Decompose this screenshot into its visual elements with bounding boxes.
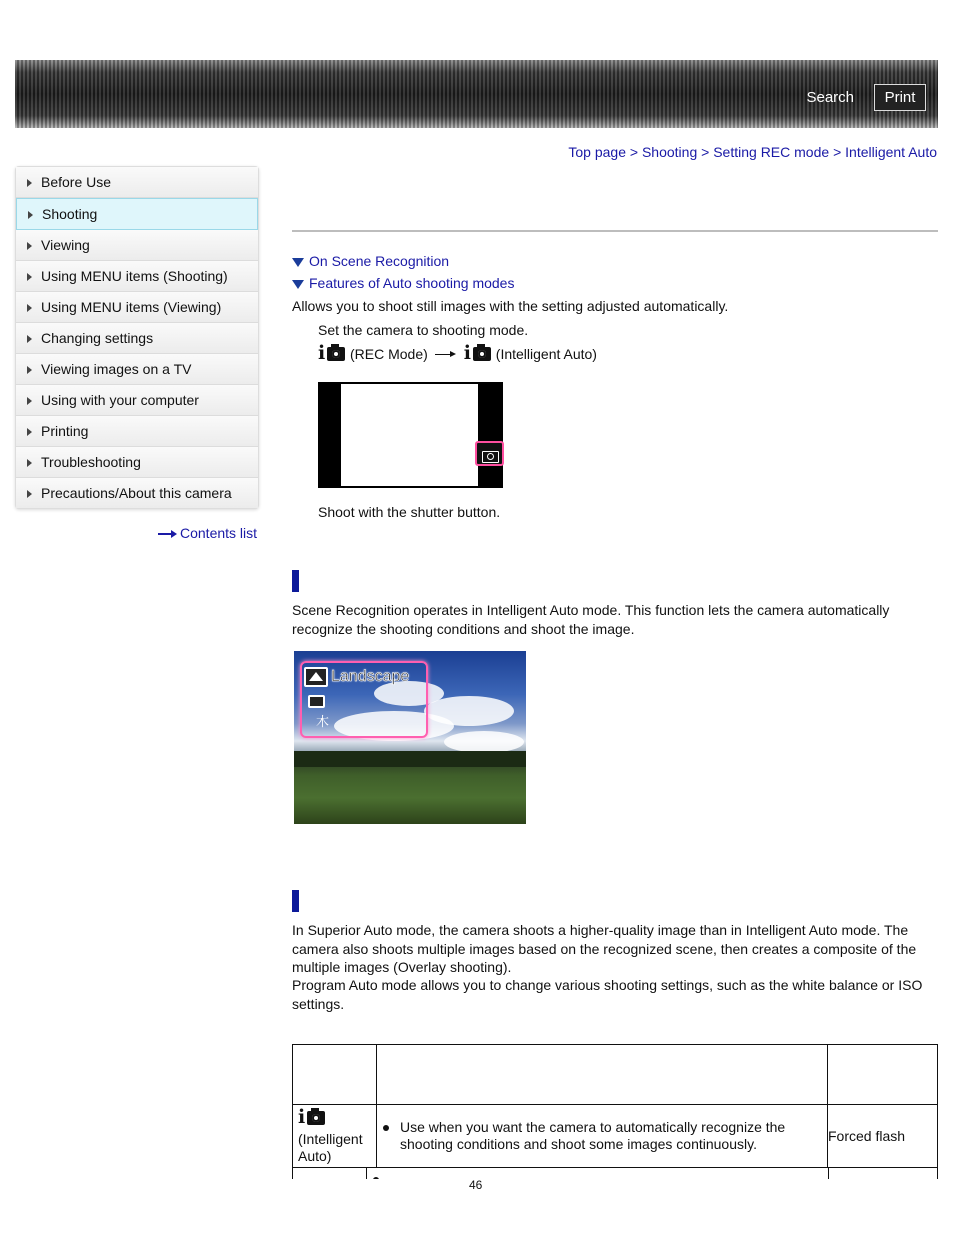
landscape-indicator	[304, 667, 409, 687]
bullet-icon	[373, 1177, 379, 1179]
breadcrumb-shooting[interactable]: Shooting	[641, 144, 698, 160]
table-header-cell	[293, 1045, 377, 1105]
breadcrumb-separator: >	[833, 144, 842, 160]
breadcrumb-top-page[interactable]: Top page	[568, 144, 626, 160]
triangle-right-icon	[27, 428, 32, 436]
mode-path	[318, 344, 597, 363]
anchor-label: On Scene Recognition	[309, 253, 450, 269]
mode-cell	[293, 1105, 377, 1168]
sidebar-item-menu-viewing[interactable]	[16, 292, 258, 323]
sidebar-item-before-use[interactable]	[16, 167, 258, 198]
triangle-right-icon	[27, 366, 32, 374]
intelligent-auto-icon: i	[318, 344, 347, 363]
triangle-down-icon	[292, 280, 304, 289]
table-header-cell	[377, 1045, 828, 1105]
sidebar-item-printing[interactable]	[16, 416, 258, 447]
table-row	[293, 1105, 938, 1168]
landscape-label: Landscape	[331, 668, 410, 685]
triangle-right-icon	[27, 273, 32, 281]
mountain-icon	[304, 667, 328, 687]
bullet-icon	[383, 1125, 389, 1131]
flash-cell: Forced flash	[828, 1105, 938, 1168]
sidebar-item-label: Before Use	[41, 174, 112, 190]
page-number: 46	[469, 1178, 483, 1192]
section-bar-scene-recognition	[292, 570, 299, 592]
features-text-2: Program Auto mode allows you to change various shooting settings, such as the white balance or ISO settings.	[292, 977, 923, 1012]
sidebar-item-shooting[interactable]	[16, 198, 258, 230]
sidebar-item-viewing-tv[interactable]	[16, 354, 258, 385]
triangle-right-icon	[27, 335, 32, 343]
table-header-row	[293, 1045, 938, 1105]
breadcrumb-setting-rec-mode[interactable]: Setting REC mode	[713, 144, 830, 160]
anchor-on-scene-recognition[interactable]	[292, 253, 449, 269]
intro-text: Allows you to shoot still images with the setting adjusted automatically.	[292, 298, 729, 314]
triangle-right-icon	[28, 211, 33, 219]
anchor-features-auto-modes[interactable]	[292, 275, 514, 291]
triangle-right-icon	[27, 490, 32, 498]
sidebar-item-label: Precautions/About this camera	[41, 485, 232, 501]
intelligent-auto-icon: i	[464, 344, 493, 363]
triangle-right-icon	[27, 242, 32, 250]
triangle-right-icon	[27, 179, 32, 187]
camera-screen-illustration	[318, 382, 503, 488]
sidebar-nav	[15, 166, 259, 509]
triangle-down-icon	[292, 258, 304, 267]
sidebar-item-label: Printing	[41, 423, 89, 439]
section-bar-features	[292, 890, 299, 912]
title-divider	[292, 230, 938, 232]
auto-modes-table	[292, 1044, 938, 1168]
breadcrumb-separator: >	[701, 144, 710, 160]
sidebar-item-precautions[interactable]	[16, 478, 258, 508]
step-1-text: Set the camera to shooting mode.	[318, 322, 529, 338]
landscape-photo	[294, 651, 526, 824]
scene-recognition-text: Scene Recognition operates in Intelligent Auto mode. This function lets the camera automatically recognize the shooting conditions and shoot the image.	[292, 602, 890, 637]
features-text-1: In Superior Auto mode, the camera shoots a higher-quality image than in Intelligent Auto mode. The camera also shoots multiple images based on the recognized scene, then creates a composite of the multiple images (Overlay shooting).	[292, 922, 917, 975]
screen-display-area	[341, 384, 478, 486]
table-header-cell	[828, 1045, 938, 1105]
mode-label: (Intelligent Auto)	[298, 1130, 363, 1164]
sidebar-item-label: Changing settings	[41, 330, 154, 346]
sidebar-item-label: Using with your computer	[41, 392, 199, 408]
sidebar-item-label: Using MENU items (Viewing)	[41, 299, 222, 315]
anchor-label: Features of Auto shooting modes	[309, 275, 515, 291]
rec-mode-label: (REC Mode)	[350, 345, 428, 362]
tripod-icon: ⽊	[316, 714, 330, 729]
mode-indicator-icon	[475, 441, 504, 466]
search-link[interactable]: Search	[806, 89, 854, 106]
sidebar-item-label: Using MENU items (Shooting)	[41, 268, 228, 284]
triangle-right-icon	[27, 459, 32, 467]
sidebar-item-label: Troubleshooting	[41, 454, 141, 470]
breadcrumb-intelligent-auto[interactable]: Intelligent Auto	[845, 144, 937, 160]
sidebar-item-label: Viewing	[41, 237, 90, 253]
breadcrumb-separator: >	[629, 144, 639, 160]
print-button[interactable]: Print	[874, 84, 926, 111]
camera-icon	[308, 695, 325, 708]
arrow-right-icon	[435, 349, 457, 359]
sidebar-item-viewing[interactable]	[16, 230, 258, 261]
sidebar-item-label: Shooting	[42, 206, 98, 222]
arrow-right-icon	[158, 529, 178, 539]
contents-list-link[interactable]	[158, 525, 257, 541]
intelligent-auto-icon: i	[298, 1108, 327, 1127]
triangle-right-icon	[27, 304, 32, 312]
header-bar	[15, 60, 938, 128]
table-continuation	[292, 1167, 938, 1179]
description-cell	[377, 1105, 828, 1168]
sidebar-item-troubleshooting[interactable]	[16, 447, 258, 478]
step-2-text: Shoot with the shutter button.	[318, 504, 501, 520]
contents-list-label: Contents list	[180, 525, 258, 541]
sidebar-item-label: Viewing images on a TV	[41, 361, 192, 377]
breadcrumb	[568, 144, 937, 160]
sidebar-item-computer[interactable]	[16, 385, 258, 416]
sidebar-item-menu-shooting[interactable]	[16, 261, 258, 292]
intelligent-auto-label: (Intelligent Auto)	[495, 345, 597, 362]
mode-description: Use when you want the camera to automatically recognize the shooting conditions and shoot some images continuously.	[400, 1119, 786, 1152]
sidebar-item-changing-settings[interactable]	[16, 323, 258, 354]
triangle-right-icon	[27, 397, 32, 405]
